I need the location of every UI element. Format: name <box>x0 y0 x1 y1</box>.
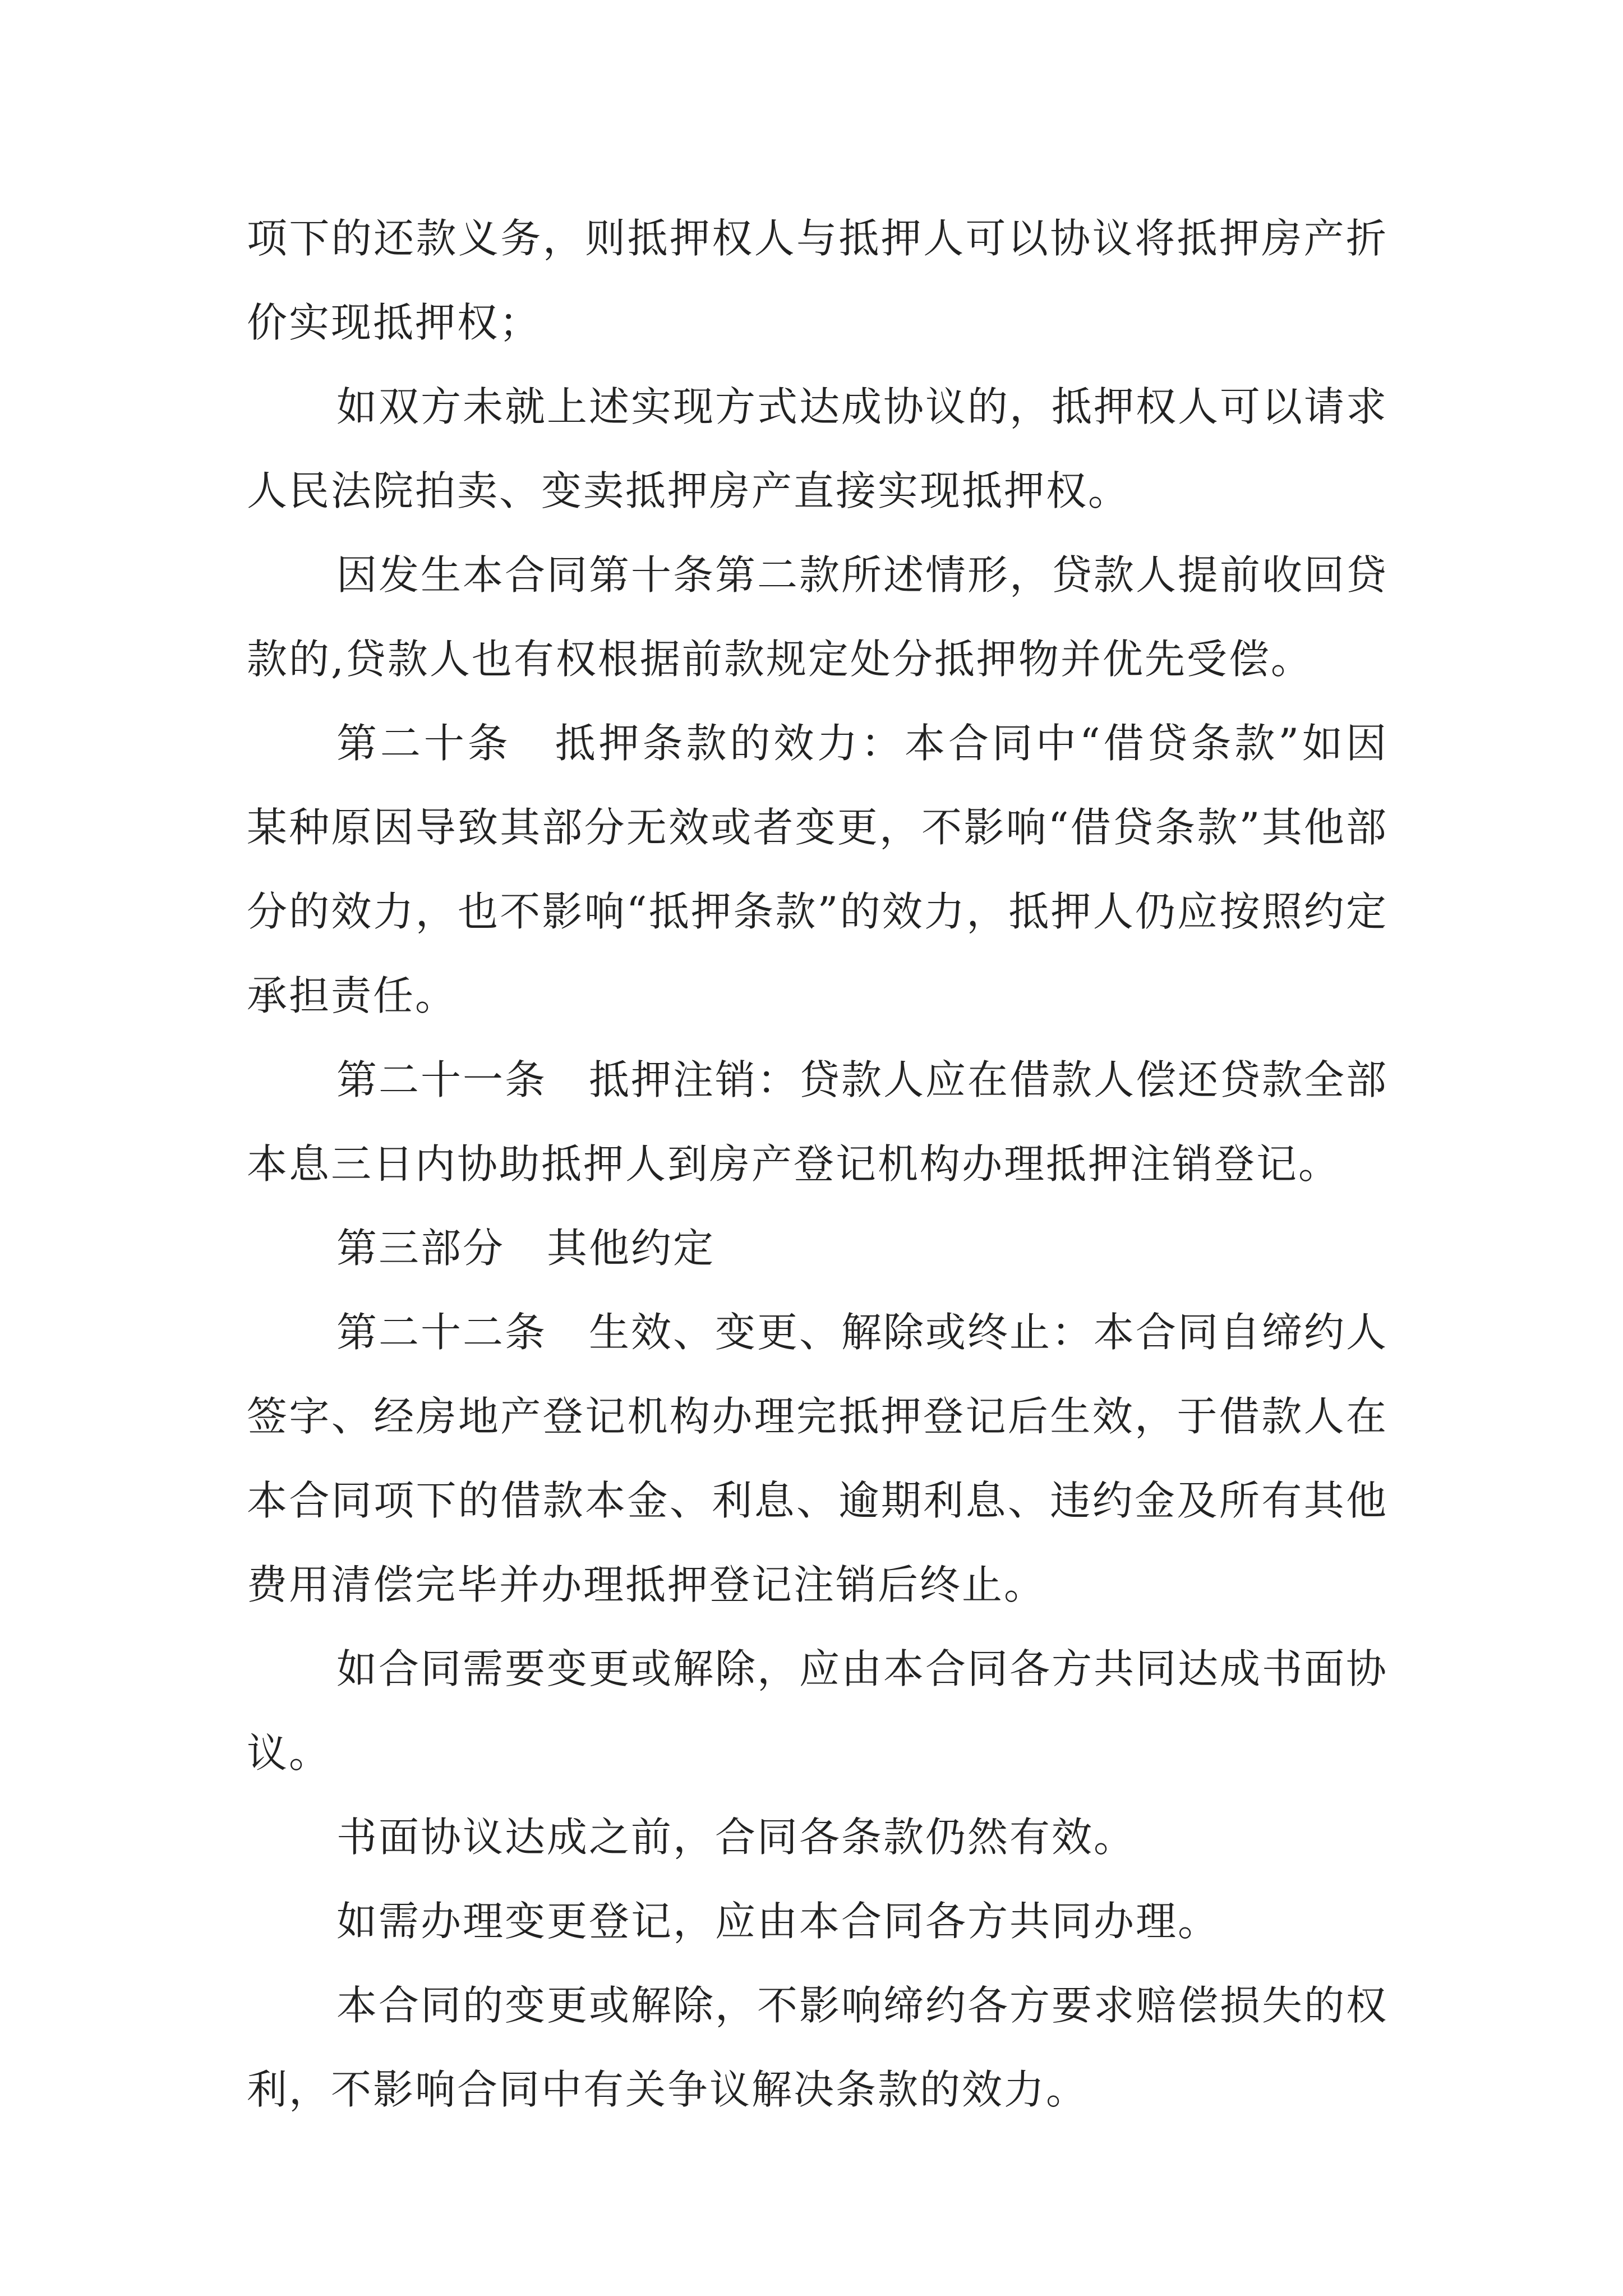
part-3-heading: 第三部分 其他约定 <box>336 1225 716 1272</box>
paragraph-early-recovery: 因发生本合同第十条第二款所述情形，贷款人提前收回贷款的,贷款人也有权根据前款规定处分抵押物并优先受偿。 <box>247 551 1389 683</box>
paragraph-amendment-agreement: 如合同需要变更或解除，应由本合同各方共同达成书面协议。 <box>247 1645 1389 1777</box>
paragraph-change-registration: 如需办理变更登记，应由本合同各方共同办理。 <box>336 1898 1220 1945</box>
article-22-effectiveness: 第二十二条 生效、变更、解除或终止：本合同自缔约人签字、经房地产登记机构办理完抵押登记后生效，于借款人在本合同项下的借款本金、利息、逾期利息、违约金及所有其他费用清偿完毕并办理抵押登记注销后终止。 <box>247 1309 1389 1608</box>
document-body <box>247 196 1388 2132</box>
article-21-mortgage-cancellation: 第二十一条 抵押注销：贷款人应在借款人偿还贷款全部本息三日内协助抵押人到房产登记机构办理抵押注销登记。 <box>247 1056 1389 1188</box>
paragraph-clauses-remain-valid: 书面协议达成之前，合同各条款仍然有效。 <box>336 1814 1136 1861</box>
article-20-mortgage-clause-validity: 第二十条 抵押条款的效力：本合同中“借贷条款”如因某种原因导致其部分无效或者变更，不影响“借贷条款”其他部分的效力，也不影响“抵押条款”的效力，抵押人仍应按照约定承担责任。 <box>247 720 1388 1019</box>
paragraph-continuation: 项下的还款义务，则抵押权人与抵押人可以协议将抵押房产折价实现抵押权； <box>247 215 1388 346</box>
paragraph-court-auction: 如双方未就上述实现方式达成协议的，抵押权人可以请求人民法院拍卖、变卖抵押房产直接实现抵押权。 <box>247 383 1389 514</box>
paragraph-rights-unaffected: 本合同的变更或解除，不影响缔约各方要求赔偿损失的权利，不影响合同中有关争议解决条款的效力。 <box>247 1982 1389 2113</box>
